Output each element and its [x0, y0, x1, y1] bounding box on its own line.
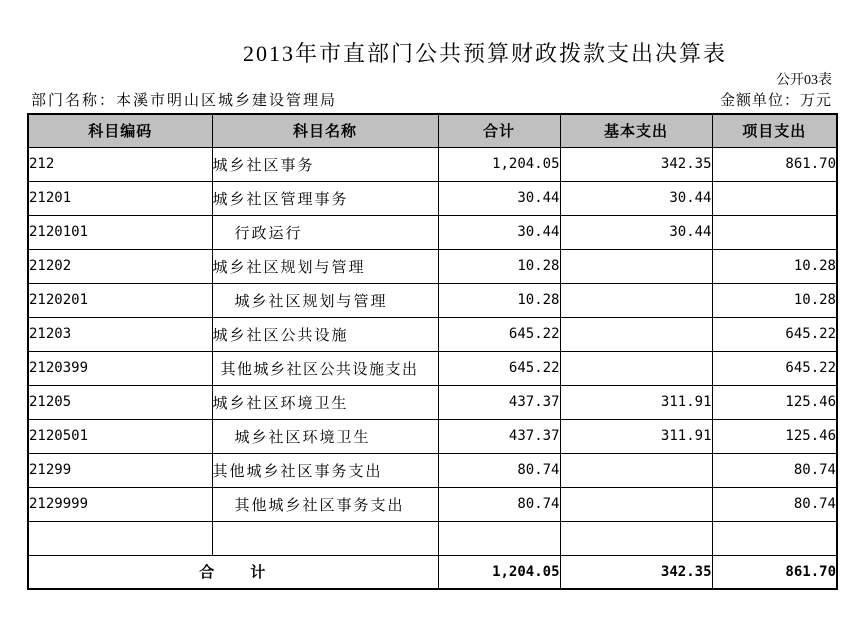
basic-expense-cell: 311.91 — [560, 419, 712, 453]
form-number: 公开03表 — [776, 73, 832, 88]
project-expense-cell: 125.46 — [712, 419, 837, 453]
basic-expense-cell — [560, 317, 712, 351]
total-amount-cell: 30.44 — [438, 181, 560, 215]
subject-code-cell: 21203 — [28, 317, 212, 351]
table-row — [28, 283, 837, 317]
department-name: 部门名称：本溪市明山区城乡建设管理局 — [31, 93, 338, 109]
table-row-empty — [28, 521, 837, 555]
table-row — [28, 487, 837, 521]
project-expense-cell: 10.28 — [712, 249, 837, 283]
subject-name-cell: 城乡社区事务 — [212, 147, 438, 181]
project-expense-cell: 10.28 — [712, 283, 837, 317]
table-total-row — [28, 555, 837, 589]
table-row — [28, 215, 837, 249]
project-expense-cell — [712, 215, 837, 249]
table-row — [28, 317, 837, 351]
basic-expense-cell: 30.44 — [560, 215, 712, 249]
report-title: 2013年市直部门公共预算财政拨款支出决算表 — [243, 41, 728, 66]
project-expense-cell: 645.22 — [712, 317, 837, 351]
subject-name-cell: 城乡社区规划与管理 — [212, 283, 438, 317]
table-row — [28, 385, 837, 419]
subject-code-cell: 212 — [28, 147, 212, 181]
total-amount-cell: 30.44 — [438, 215, 560, 249]
subject-name-cell: 其他城乡社区事务支出 — [212, 487, 438, 521]
subject-name-cell: 行政运行 — [212, 215, 438, 249]
subject-name-cell: 其他城乡社区公共设施支出 — [212, 351, 438, 385]
subject-code-cell: 2120399 — [28, 351, 212, 385]
project-expense-cell — [712, 181, 837, 215]
basic-expense-cell — [560, 453, 712, 487]
project-expense-cell: 861.70 — [712, 147, 837, 181]
subject-name-cell: 其他城乡社区事务支出 — [212, 453, 438, 487]
total-amount-cell: 645.22 — [438, 351, 560, 385]
basic-expense-cell — [560, 487, 712, 521]
subject-code-cell: 2129999 — [28, 487, 212, 521]
grand-total-project-expense: 861.70 — [712, 555, 837, 589]
total-amount-cell: 645.22 — [438, 317, 560, 351]
subject-code-cell: 2120101 — [28, 215, 212, 249]
subject-name-cell — [212, 521, 438, 555]
total-label: 合 计 — [28, 555, 438, 589]
total-amount-cell — [438, 521, 560, 555]
header-subject-name: 科目名称 — [212, 114, 438, 147]
header-subject-code: 科目编码 — [28, 114, 212, 147]
basic-expense-cell — [560, 521, 712, 555]
subject-code-cell: 21299 — [28, 453, 212, 487]
total-amount-cell: 10.28 — [438, 283, 560, 317]
total-amount-cell: 1,204.05 — [438, 147, 560, 181]
table-row — [28, 419, 837, 453]
subject-name-cell: 城乡社区环境卫生 — [212, 385, 438, 419]
header-project-expense: 项目支出 — [712, 114, 837, 147]
header-basic-expense: 基本支出 — [560, 114, 712, 147]
subject-code-cell: 2120201 — [28, 283, 212, 317]
table-row — [28, 351, 837, 385]
header-total: 合计 — [438, 114, 560, 147]
subject-code-cell: 21202 — [28, 249, 212, 283]
expenditure-table — [27, 113, 838, 590]
project-expense-cell — [712, 521, 837, 555]
total-amount-cell: 10.28 — [438, 249, 560, 283]
basic-expense-cell — [560, 283, 712, 317]
subject-code-cell: 2120501 — [28, 419, 212, 453]
subject-name-cell: 城乡社区管理事务 — [212, 181, 438, 215]
subject-code-cell: 21201 — [28, 181, 212, 215]
subject-name-cell: 城乡社区规划与管理 — [212, 249, 438, 283]
amount-unit: 金额单位：万元 — [719, 93, 832, 109]
basic-expense-cell: 311.91 — [560, 385, 712, 419]
subject-code-cell: 21205 — [28, 385, 212, 419]
basic-expense-cell: 342.35 — [560, 147, 712, 181]
basic-expense-cell — [560, 351, 712, 385]
total-amount-cell: 80.74 — [438, 487, 560, 521]
project-expense-cell: 645.22 — [712, 351, 837, 385]
table-row — [28, 249, 837, 283]
project-expense-cell: 80.74 — [712, 453, 837, 487]
grand-total-amount: 1,204.05 — [438, 555, 560, 589]
basic-expense-cell: 30.44 — [560, 181, 712, 215]
subject-name-cell: 城乡社区公共设施 — [212, 317, 438, 351]
basic-expense-cell — [560, 249, 712, 283]
table-row — [28, 147, 837, 181]
table-header-row — [28, 114, 837, 147]
grand-total-basic-expense: 342.35 — [560, 555, 712, 589]
total-amount-cell: 437.37 — [438, 419, 560, 453]
table-row — [28, 181, 837, 215]
table-row — [28, 453, 837, 487]
project-expense-cell: 125.46 — [712, 385, 837, 419]
total-amount-cell: 80.74 — [438, 453, 560, 487]
subject-code-cell — [28, 521, 212, 555]
total-amount-cell: 437.37 — [438, 385, 560, 419]
subject-name-cell: 城乡社区环境卫生 — [212, 419, 438, 453]
project-expense-cell: 80.74 — [712, 487, 837, 521]
